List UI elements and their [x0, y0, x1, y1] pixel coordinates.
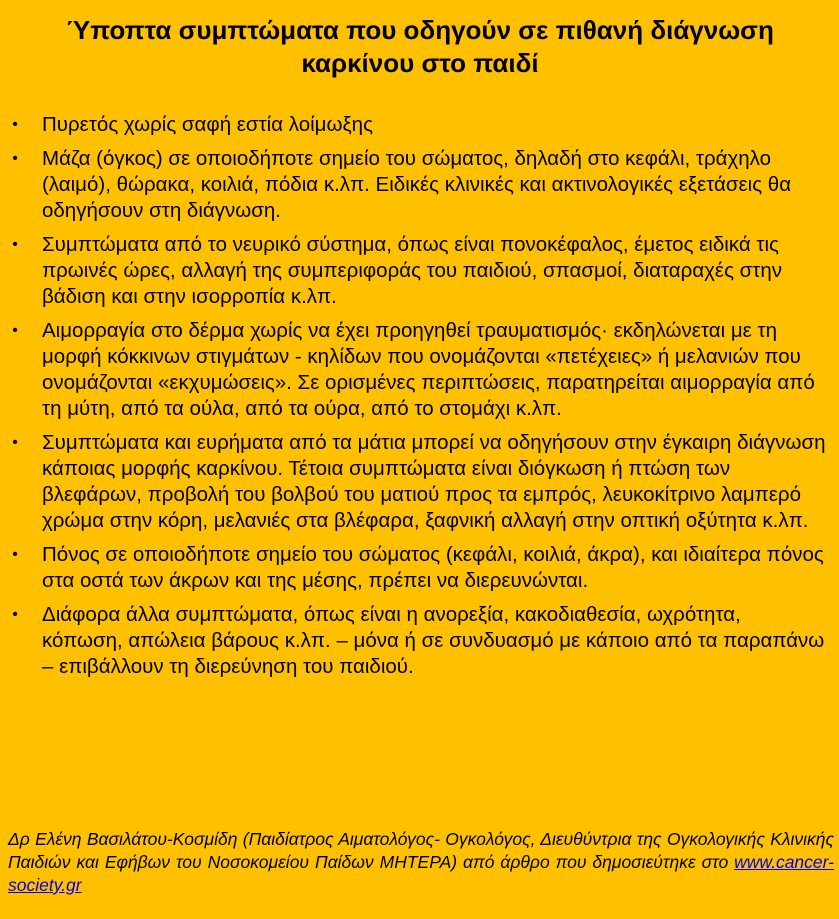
list-item — [0, 112, 839, 138]
bullet-icon: • — [12, 150, 18, 167]
list-item — [0, 542, 839, 594]
list-item-text: Συμπτώματα και ευρήματα από τα μάτια μπορεί να οδηγήσουν στην έγκαιρη διάγνωση κάποιας μορφής καρκίνου. Τέτοια συμπτώματα είναι διόγκωση ή πτώση των βλεφάρων, προβολή του βολβού του ματιού προς τα εμπρός, λευκοκίτρινο λαμπερό χρώμα στην κόρη, μελανιές στα βλέφαρα, ξαφνική αλλαγή στην οπτική οξύτητα κ.λπ. — [42, 431, 826, 532]
bullet-icon: • — [12, 236, 18, 253]
symptom-list — [0, 112, 839, 688]
list-item-text: Πόνος σε οποιοδήποτε σημείο του σώματος (κεφάλι, κοιλιά, άκρα), και ιδιαίτερα πόνος στα οστά των άκρων και της μέσης, πρέπει να διερευνώνται. — [42, 543, 824, 592]
bullet-icon: • — [12, 546, 18, 563]
list-item — [0, 602, 839, 680]
list-item-text: Μάζα (όγκος) σε οποιοδήποτε σημείο του σώματος, δηλαδή στο κεφάλι, τράχηλο (λαιμό), θώρακα, κοιλιά, πόδια κ.λπ. Ειδικές κλινικές και ακτινολογικές εξετάσεις θα οδηγήσουν στη διάγνωση. — [42, 147, 792, 222]
list-item — [0, 232, 839, 310]
source-citation — [8, 828, 834, 897]
bullet-icon: • — [12, 322, 18, 339]
list-item — [0, 318, 839, 422]
list-item-text: Συμπτώματα από το νευρικό σύστημα, όπως είναι πονοκέφαλος, έμετος ειδικά τις πρωινές ώρες, αλλαγή της συμπεριφοράς του παιδιού, σπασμοί, διαταραχές στην βάδιση και στην ισορροπία κ.λπ. — [42, 233, 783, 308]
bullet-icon: • — [12, 606, 18, 623]
source-link[interactable]: www.cancer-society.gr — [8, 852, 834, 895]
bullet-icon: • — [12, 434, 18, 451]
list-item — [0, 430, 839, 534]
list-item-text: Διάφορα άλλα συμπτώματα, όπως είναι η ανορεξία, κακοδιαθεσία, ωχρότητα, κόπωση, απώλεια βάρους κ.λπ. – μόνα ή σε συνδυασμό με κάποιο από τα παραπάνω – επιβάλλουν τη διερεύνηση του παιδιού. — [42, 603, 825, 678]
list-item-text: Αιμορραγία στο δέρμα χωρίς να έχει προηγηθεί τραυματισμός· εκδηλώνεται με τη μορφή κόκκινων στιγμάτων - κηλίδων που ονομάζονται «πετέχειες» ή μελανιών που ονομάζονται «εκχυμώσεις». Σε ορισμένες περιπτώσεις, παρατηρείται αιμορραγία από τη μύτη, από τα ούλα, από τα ούρα, από το στομάχι κ.λπ. — [42, 319, 815, 420]
citation-text: Δρ Ελένη Βασιλάτου-Κοσμίδη (Παιδίατρος Αιματολόγος- Ογκολόγος, Διευθύντρια της Ογκολογικής Κλινικής Παιδιών και Εφήβων του Νοσοκομείου Παίδων ΜΗΤΕΡΑ) από άρθρο που δημοσιεύτηκε στο — [8, 829, 834, 872]
list-item-text: Πυρετός χωρίς σαφή εστία λοίμωξης — [42, 113, 373, 136]
document-title: Ύποπτα συμπτώματα που οδηγούν σε πιθανή διάγνωση καρκίνου στο παιδί — [66, 15, 774, 78]
bullet-icon: • — [12, 116, 18, 133]
list-item — [0, 146, 839, 224]
